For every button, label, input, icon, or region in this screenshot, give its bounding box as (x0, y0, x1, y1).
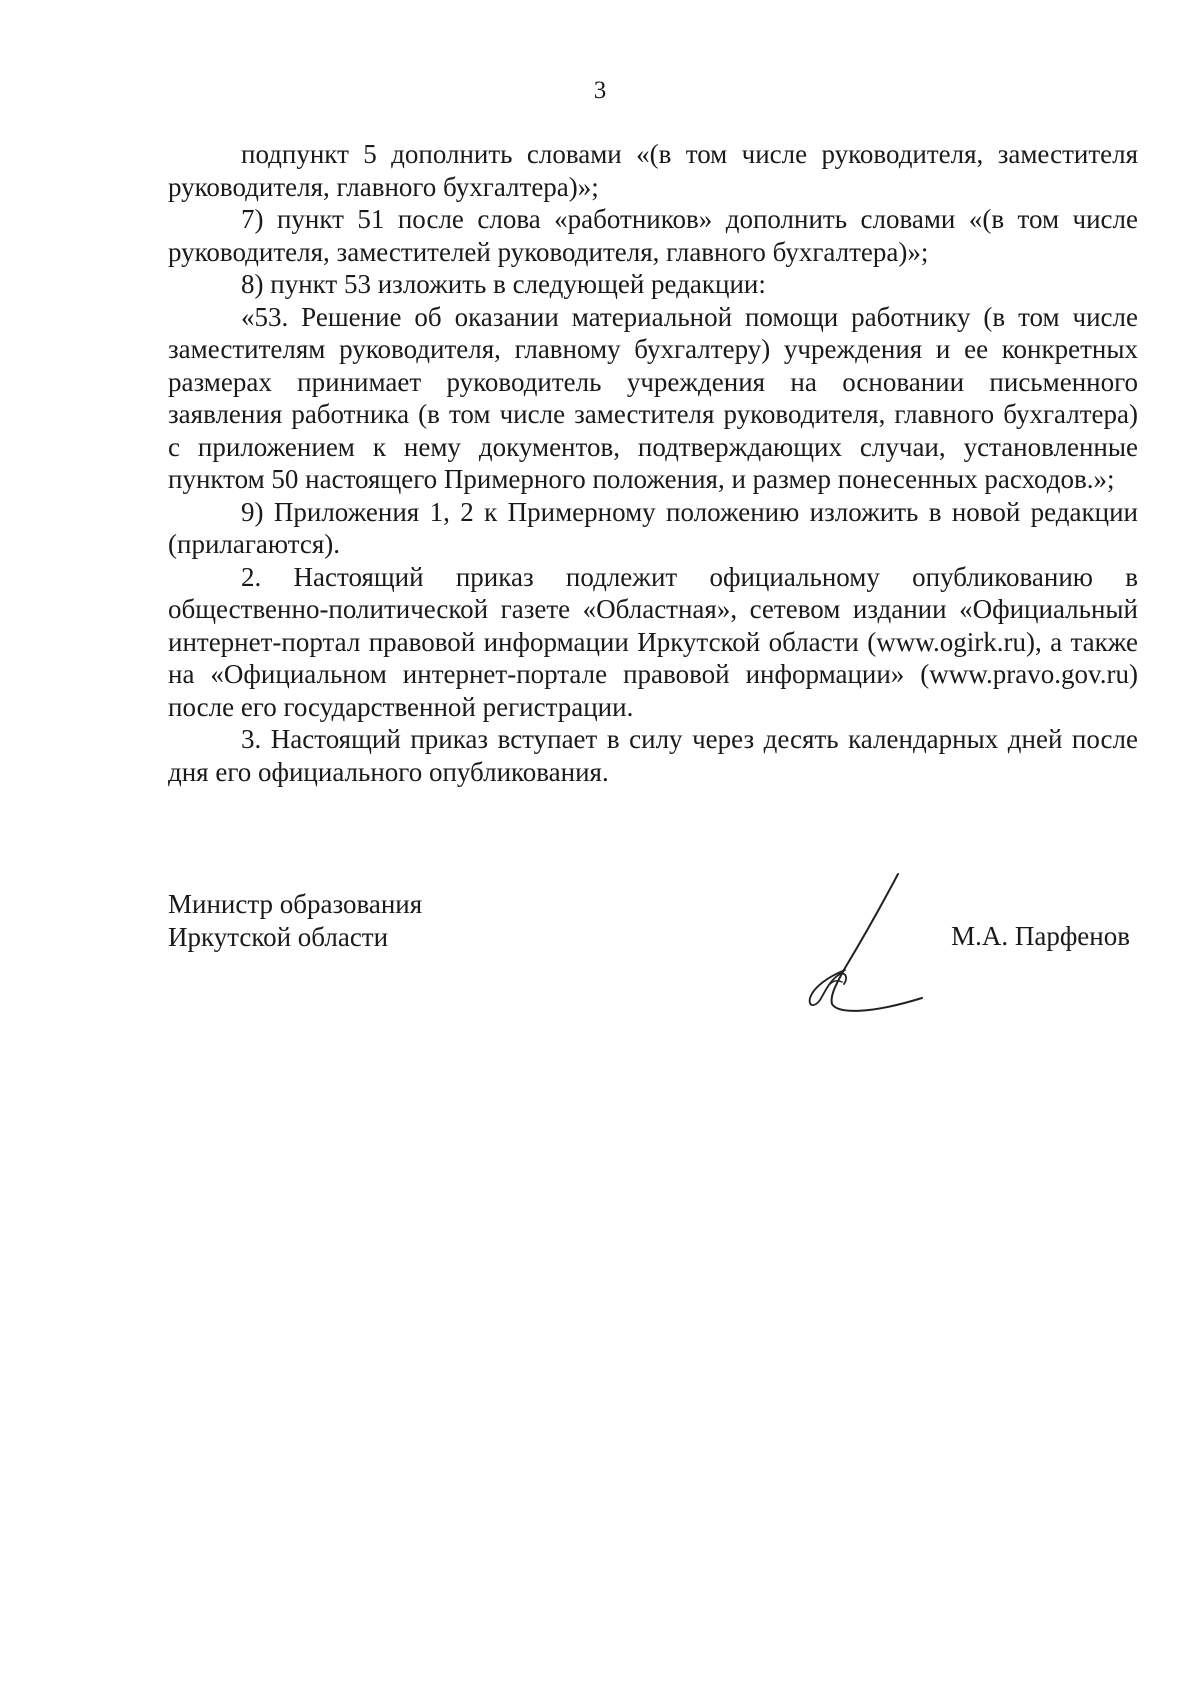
signer-position (168, 888, 422, 953)
handwritten-signature (800, 868, 930, 1018)
signature-block (168, 888, 1138, 1028)
paragraph-item-7: 7) пункт 51 после слова «работников» дополнить словами «(в том числе руководителя, заместителей руководителя, главного бухгалтера)»; (168, 204, 1138, 267)
paragraph-point-2: 2. Настоящий приказ подлежит официальному опубликованию в общественно-политической газете «Областная», сетевом издании «Официальный интернет-портал правовой информации Иркутской области (www.ogirk.ru), а также на «Официальном интернет-портале правовой информации» (www.pravo.gov.ru) после его государственной регистрации. (168, 561, 1138, 722)
paragraph-clause-53: «53. Решение об оказании материальной помощи работнику (в том числе заместителям руководителя, главному бухгалтеру) учреждения и ее конкретных размерах принимает руководитель учреждения на основании письменного заявления работника (в том числе заместителя руководителя, главного бухгалтера) с приложением к нему документов, подтверждающих случаи, установленные пунктом 50 настоящего Примерного положения, и размер понесенных расходов.»; (168, 301, 1138, 494)
signer-position-line1: Министр образования (168, 889, 423, 919)
paragraph-item-9: 9) Приложения 1, 2 к Примерному положению изложить в новой редакции (прилагаются). (168, 496, 1138, 559)
paragraph-subclause-5: подпункт 5 дополнить словами «(в том числе руководителя, заместителя руководителя, главного бухгалтера)»; (168, 139, 1138, 202)
document-body (168, 138, 1138, 788)
paragraph-point-3: 3. Настоящий приказ вступает в силу через десять календарных дней после дня его официального опубликования. (168, 724, 1138, 787)
paragraph-item-8: 8) пункт 53 изложить в следующей редакции: (241, 269, 766, 299)
signer-position-line2: Иркутской области (168, 921, 389, 952)
signer-name: М.А. Парфенов (951, 921, 1130, 951)
page-number: 3 (593, 77, 607, 104)
